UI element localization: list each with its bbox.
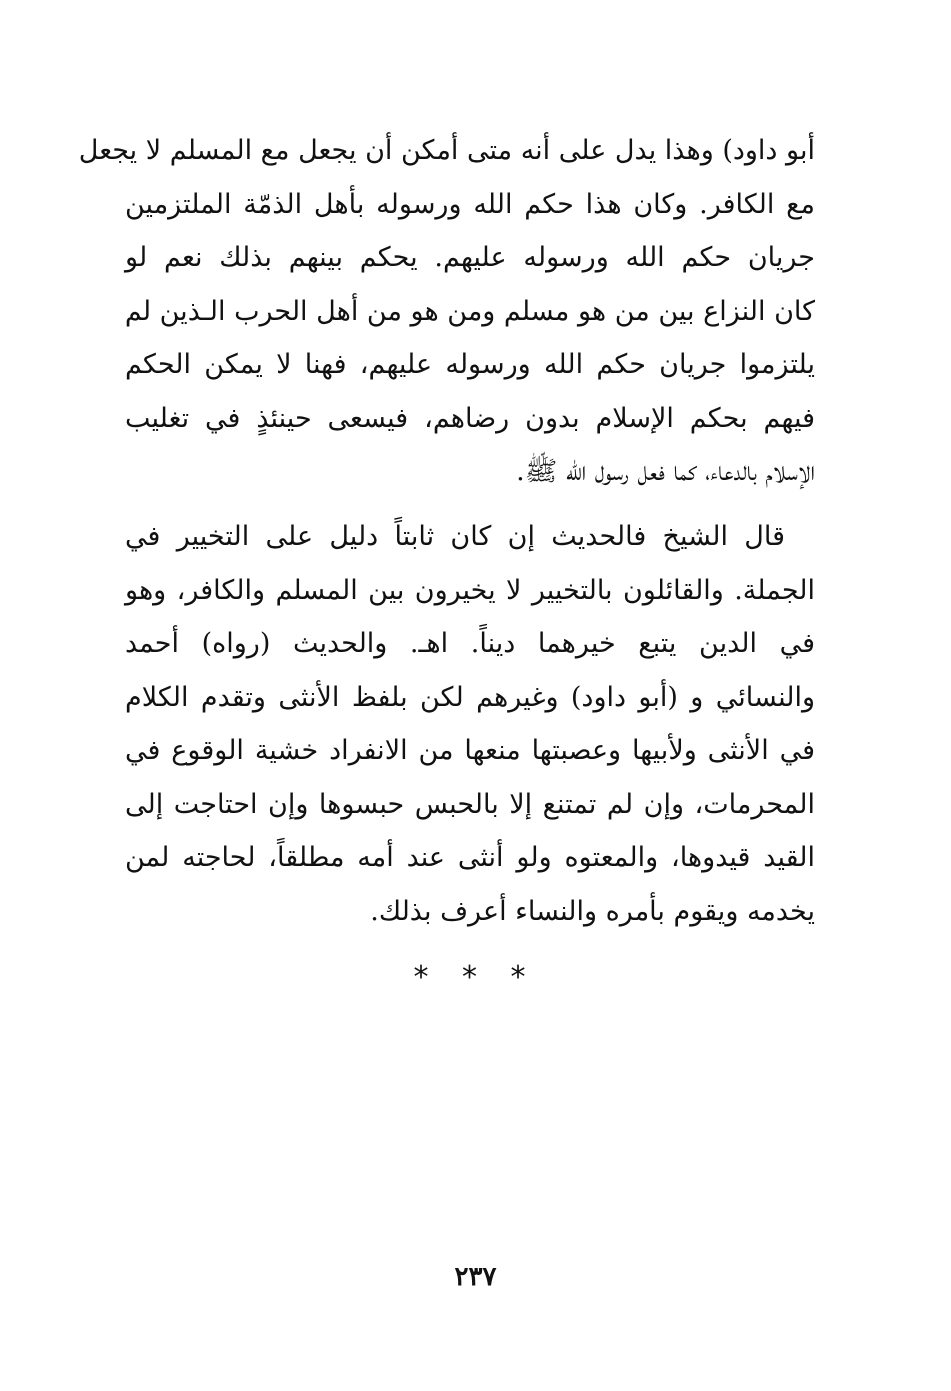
paragraph-2-line: القيد قيدوها، والمعتوه ولو أنثى عند أمه مطلقاً، لحاجته لمن — [125, 842, 815, 873]
paragraph-2-line: المحرمات، وإن لم تمتنع إلا بالحبس حبسوها وإن احتاجت إلى — [125, 788, 815, 820]
paragraph-2-line: والنسائي و (أبو داود) وغيرهم لكن بلفظ الأنثى وتقدم الكلام — [125, 681, 815, 713]
paragraph-2-line: في الدين يتبع خيرهما ديناً. اهـ. والحديث (رواه) أحمد — [125, 628, 815, 659]
paragraph-1-line: الإسلام بالدعاء، كما فعل رسول الله ﷺ. — [516, 456, 815, 487]
paragraph-2-line: الجملة. والقائلون بالتخيير لا يخيرون بين المسلم والكافر، وهو — [125, 574, 815, 606]
paragraph-1-line: يلتزموا جريان حكم الله ورسوله عليهم، فهنا لا يمكن الحكم — [125, 349, 815, 380]
paragraph-1-line: مع الكافر. وكان هذا حكم الله ورسوله بأهل الذمّة الملتزمين — [125, 188, 815, 220]
paragraph-2 — [125, 510, 815, 938]
paragraph-2-line-text: قال الشيخ فالحديث إن كان ثابتاً دليل على التخيير في — [125, 521, 785, 552]
paragraph-1-line: فيهم بحكم الإسلام بدون رضاهم، فيسعى حينئذٍ في تغليب — [125, 402, 815, 434]
paragraph-1-line: كان النزاع بين من هو مسلم ومن هو من أهل الحرب الـذين لم — [124, 295, 815, 327]
paragraph-2-line: في الأنثى ولأبيها وعصبتها منعها من الانفراد خشية الوقوع في — [125, 735, 815, 766]
paragraph-1-line: جريان حكم الله ورسوله عليهم. يحكم بينهم بذلك نعم لو — [125, 242, 815, 273]
paragraph-1-line: أبو داود) وهذا يدل على أنه متى أمكن أن يجعل مع المسلم لا يجعل — [78, 135, 815, 166]
paragraph-2-line — [125, 510, 815, 564]
paragraph-1 — [78, 124, 815, 499]
section-separator: * * * — [413, 960, 538, 995]
paragraph-2-line: يخدمه ويقوم بأمره والنساء أعرف بذلك. — [370, 895, 815, 927]
page-number: ٢٣٧ — [454, 1262, 497, 1292]
